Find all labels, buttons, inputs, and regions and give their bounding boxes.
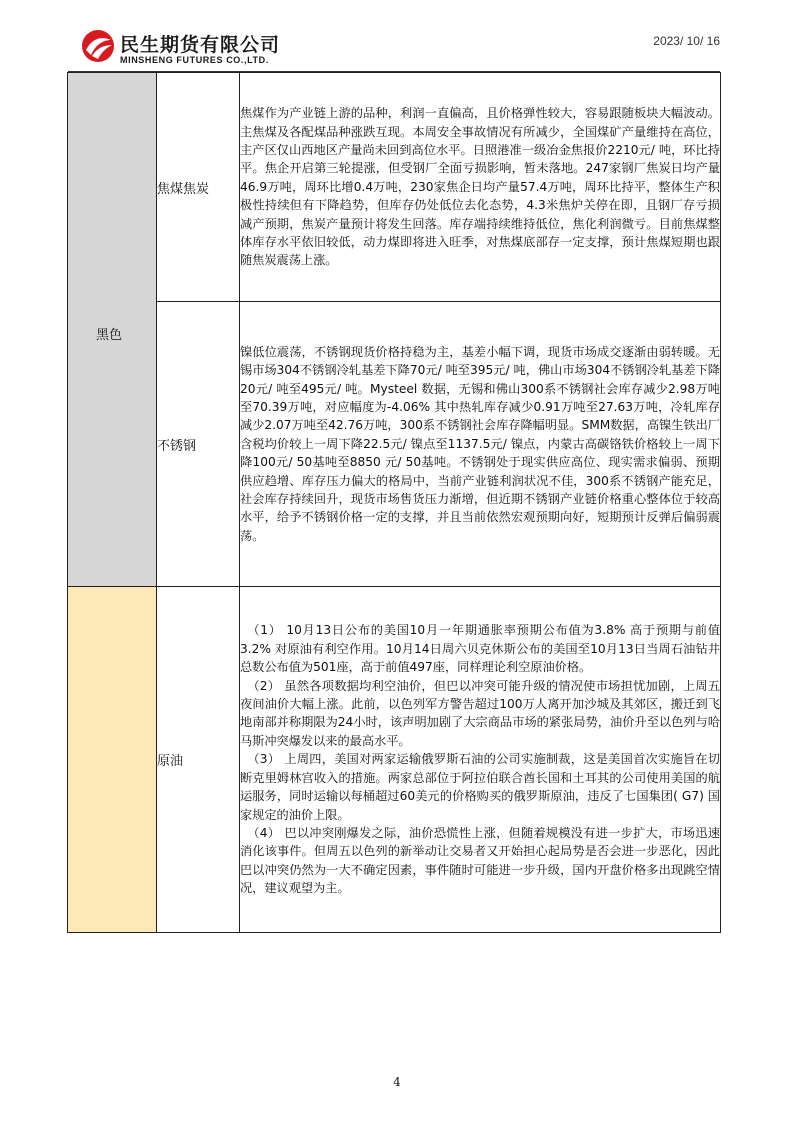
category-cell <box>68 587 157 933</box>
category-label: 黑色 <box>96 328 123 343</box>
subcategory-label: 不锈钢 <box>157 438 197 454</box>
commodity-report-table <box>67 72 721 933</box>
analysis-text: 镍低位震荡，不锈钢现货价格持稳为主，基差小幅下调，现货市场成交逐渐由弱转暖。无锡市场304不锈钢冷轧基差下降70元/ 吨至395元/ 吨，佛山市场304不锈钢冷轧基差下降20元/ 吨至495元/ 吨。Mysteel 数据，无锡和佛山300系不锈钢社会库存减少2.98万吨至70.39万吨，对应幅度为-4.06% 其中热轧库存减少0.91万吨至27.63万吨，冷轧库存减少2.07万吨至42.76万吨，300系不锈钢社会库存降幅明显。SMM数据，高镍生铁出厂含税均价较上一周下降22.5元/ 镍点至1137.5元/ 镍点，内蒙古高碳铬铁价格较上一周下降100元/ 50基吨至8850 元/ 50基吨。不锈钢处于现实供应高位、现实需求偏弱、预期供应趋增、库存压力偏大的格局中，当前产业链利润状况不佳，300系不锈钢产能充足，社会库存持续回升，现货市场售货压力渐增，但近期不锈钢产业链价格重心整体位于较高水平，给予不锈钢价格一定的支撑，并且当前依然宏观预期向好，短期预计反弹后偏弱震荡。 <box>240 344 720 543</box>
analysis-paragraph: （3） 上周四，美国对两家运输俄罗斯石油的公司实施制裁，这是美国首次实施旨在切断克里姆林宫收入的措施。两家总部位于阿拉伯联合酋长国和土耳其的公司使用美国的航运服务，同时运输以每桶超过60美元的价格购买的俄罗斯原油，违反了七国集团( G7) 国家规定的油价上限。 <box>240 752 720 822</box>
analysis-text: 焦煤作为产业链上游的品种，利润一直偏高，且价格弹性较大，容易跟随板块大幅波动。主焦煤及各配煤品种涨跌互现。本周安全事故情况有所减少，全国煤矿产量维持在高位，主产区仅山西地区产量尚未回到高位水平。日照港准一级冶金焦报价2210元/ 吨，环比持平。焦企开启第三轮提涨，但受钢厂全面亏损影响，暂未落地。247家钢厂焦炭日均产量46.9万吨，周环比增0.4万吨，230家焦企日均产量57.4万吨，周环比持平，整体生产积极性持续但有下降趋势，但库存仍处低位去化态势，4.3米焦炉关停在即，且钢厂存亏损减产预期，焦炭产量预计将发生回落。库存端持续维持低位，焦化利润微亏。目前焦煤整体库存水平依旧较低，动力煤即将进入旺季，对焦煤底部存一定支撑，预计焦煤短期也跟随焦炭震荡上涨。 <box>240 106 720 268</box>
analysis-paragraph: （1） 10月13日公布的美国10月一年期通胀率预期公布值为3.8% 高于预期与前值3.2% 对原油有利空作用。10月14日周六贝克休斯公布的美国至10月13日当周石油钻井总数公布值为501座，高于前值497座，同样理论利空原油价格。 <box>240 623 720 675</box>
page-header <box>68 22 728 70</box>
category-cell <box>68 73 157 587</box>
analysis-cell <box>240 73 721 302</box>
analysis-paragraph: （2） 虽然各项数据均利空油价，但巴以冲突可能升级的情况使市场担忧加剧，上周五夜间油价大幅上涨。此前，以色列军方警告超过100万人离开加沙城及其郊区，搬迁到飞地南部并称期限为24小时，该声明加剧了大宗商品市场的紧张局势，油价升至以色列与哈马斯冲突爆发以来的最高水平。 <box>240 678 720 748</box>
subcategory-cell <box>157 302 240 587</box>
company-name-en: MINSHENG FUTURES CO.,LTD. <box>120 55 269 65</box>
subcategory-cell <box>157 587 240 933</box>
analysis-cell <box>240 302 721 587</box>
subcategory-label: 焦煤焦炭 <box>157 181 210 197</box>
table-row <box>68 587 721 933</box>
company-name-cn: 民生期货有限公司 <box>120 34 281 56</box>
table-row <box>68 73 721 302</box>
subcategory-cell <box>157 73 240 302</box>
report-date: 2023/ 10/ 16 <box>653 34 720 48</box>
subcategory-label: 原油 <box>157 754 184 769</box>
table-row <box>68 302 721 587</box>
category-label <box>68 756 156 764</box>
analysis-cell <box>240 587 721 933</box>
analysis-paragraph: （4） 巴以冲突刚爆发之际，油价恐慌性上涨，但随着规模没有进一步扩大，市场迅速消化该事件。但周五以色列的新举动让交易者又开始担心起局势是否会进一步恶化，因此巴以冲突仍然为一大不确定因素，事件随时可能进一步升级，国内开盘价格多出现跳空情况，建议观望为主。 <box>240 825 720 896</box>
minsheng-logo-icon <box>80 28 116 64</box>
page-number: 4 <box>393 1075 401 1089</box>
